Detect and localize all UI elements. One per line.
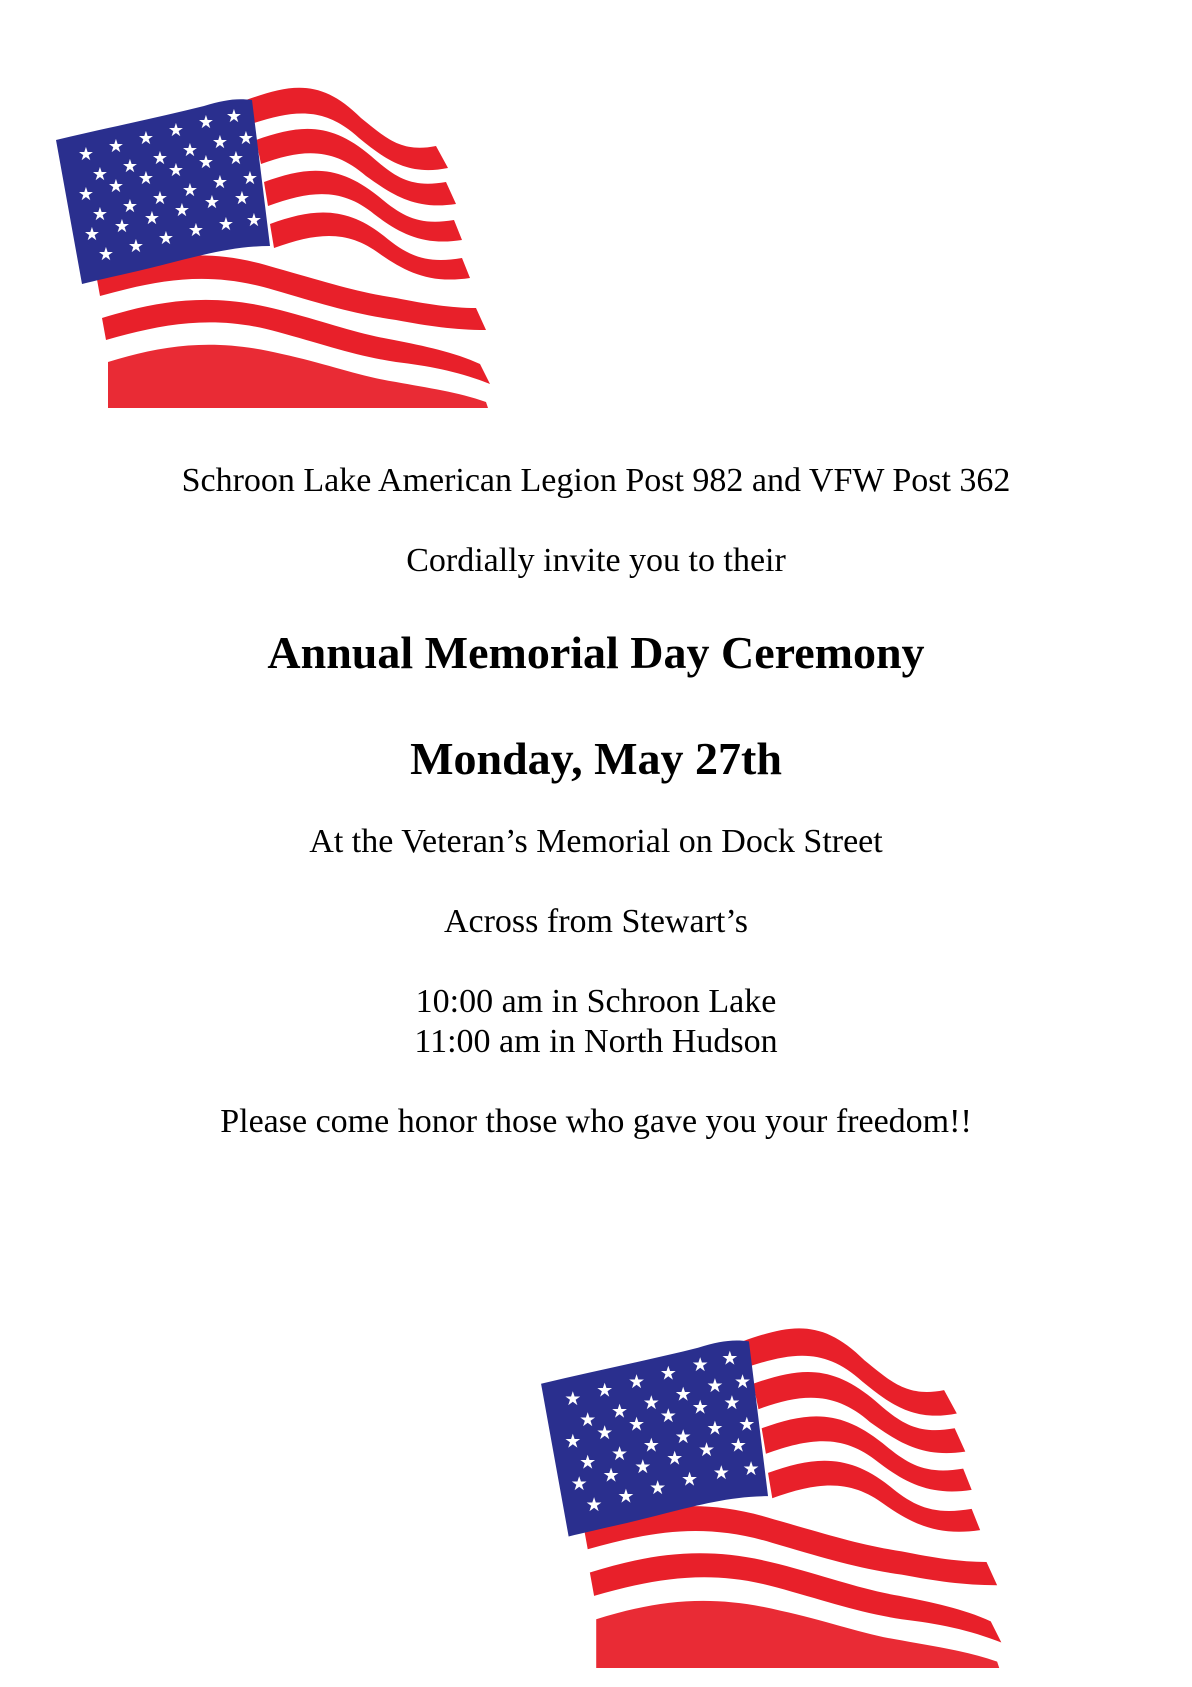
event-title: Annual Memorial Day Ceremony <box>267 627 925 678</box>
event-date: Monday, May 27th <box>410 733 782 784</box>
svg-text:★: ★ <box>617 1484 635 1508</box>
svg-text:★: ★ <box>157 228 175 249</box>
time-north-hudson: 11:00 am in North Hudson <box>414 1023 778 1060</box>
svg-text:★: ★ <box>121 156 139 177</box>
svg-text:★: ★ <box>706 1416 724 1440</box>
svg-text:★: ★ <box>738 1412 756 1436</box>
svg-text:★: ★ <box>610 1442 629 1466</box>
svg-text:★: ★ <box>91 204 109 225</box>
svg-text:★: ★ <box>579 1450 597 1474</box>
svg-text:★: ★ <box>241 168 259 189</box>
location-line: At the Veteran’s Memorial on Dock Street <box>309 823 883 860</box>
american-flag-top <box>56 78 516 408</box>
svg-text:★: ★ <box>642 1391 660 1415</box>
svg-text:★: ★ <box>642 1433 660 1457</box>
svg-text:★: ★ <box>649 1476 667 1500</box>
svg-text:★: ★ <box>674 1382 692 1406</box>
svg-text:★: ★ <box>721 1346 739 1370</box>
svg-text:★: ★ <box>674 1425 692 1449</box>
time-schroon-lake: 10:00 am in Schroon Lake <box>415 983 777 1020</box>
svg-text:★: ★ <box>680 1467 699 1491</box>
svg-text:★: ★ <box>187 220 205 241</box>
svg-text:★: ★ <box>627 1412 646 1436</box>
svg-text:★: ★ <box>742 1456 760 1480</box>
svg-text:★: ★ <box>233 188 251 209</box>
svg-text:★: ★ <box>579 1408 597 1432</box>
svg-text:★: ★ <box>77 144 95 165</box>
svg-text:★: ★ <box>712 1461 730 1485</box>
svg-text:★: ★ <box>666 1446 684 1470</box>
svg-text:★: ★ <box>181 140 199 161</box>
svg-text:★: ★ <box>585 1493 603 1517</box>
american-flag-bottom <box>540 1318 1030 1668</box>
svg-text:★: ★ <box>151 148 169 169</box>
svg-text:★: ★ <box>91 164 109 185</box>
svg-text:★: ★ <box>107 136 125 157</box>
svg-text:★: ★ <box>634 1454 652 1478</box>
svg-text:★: ★ <box>197 112 215 133</box>
svg-text:★: ★ <box>181 180 199 201</box>
svg-text:★: ★ <box>211 132 229 153</box>
svg-text:★: ★ <box>659 1361 677 1385</box>
svg-text:★: ★ <box>197 152 215 173</box>
svg-text:★: ★ <box>225 106 243 127</box>
svg-text:★: ★ <box>217 214 235 235</box>
svg-text:★: ★ <box>596 1420 614 1444</box>
svg-text:★: ★ <box>83 224 101 245</box>
svg-text:★: ★ <box>602 1463 620 1487</box>
svg-text:★: ★ <box>691 1395 709 1419</box>
svg-text:★: ★ <box>691 1353 709 1377</box>
svg-text:★: ★ <box>627 1370 646 1393</box>
svg-text:★: ★ <box>203 192 221 213</box>
svg-text:★: ★ <box>121 196 139 217</box>
svg-text:★: ★ <box>227 148 245 169</box>
svg-text:★: ★ <box>723 1391 741 1415</box>
svg-text:★: ★ <box>245 210 263 231</box>
svg-text:★: ★ <box>564 1386 582 1410</box>
svg-text:★: ★ <box>729 1433 747 1457</box>
svg-text:★: ★ <box>113 216 131 237</box>
svg-text:★: ★ <box>173 200 191 221</box>
svg-text:★: ★ <box>706 1374 724 1398</box>
svg-text:★: ★ <box>564 1429 582 1453</box>
svg-text:★: ★ <box>137 128 155 149</box>
svg-text:★: ★ <box>167 120 185 141</box>
svg-text:★: ★ <box>127 236 145 257</box>
svg-text:★: ★ <box>734 1370 752 1393</box>
svg-text:★: ★ <box>237 128 255 149</box>
svg-text:★: ★ <box>97 244 115 265</box>
svg-text:★: ★ <box>596 1378 614 1402</box>
svg-text:★: ★ <box>697 1437 716 1461</box>
svg-text:★: ★ <box>659 1403 677 1427</box>
svg-text:★: ★ <box>167 160 185 181</box>
landmark-line: Across from Stewart’s <box>443 903 749 940</box>
svg-text:★: ★ <box>137 168 155 189</box>
svg-text:★: ★ <box>107 176 125 197</box>
invite-line: Cordially invite you to their <box>406 542 786 579</box>
svg-text:★: ★ <box>143 208 161 229</box>
hosts-line: Schroon Lake American Legion Post 982 and VFW Post 362 <box>181 462 1011 499</box>
svg-text:★: ★ <box>211 172 229 193</box>
closing-line: Please come honor those who gave you your freedom!! <box>220 1103 972 1140</box>
svg-text:★: ★ <box>77 184 95 205</box>
svg-text:★: ★ <box>570 1471 588 1495</box>
svg-text:★: ★ <box>610 1399 629 1423</box>
svg-text:★: ★ <box>151 188 169 209</box>
